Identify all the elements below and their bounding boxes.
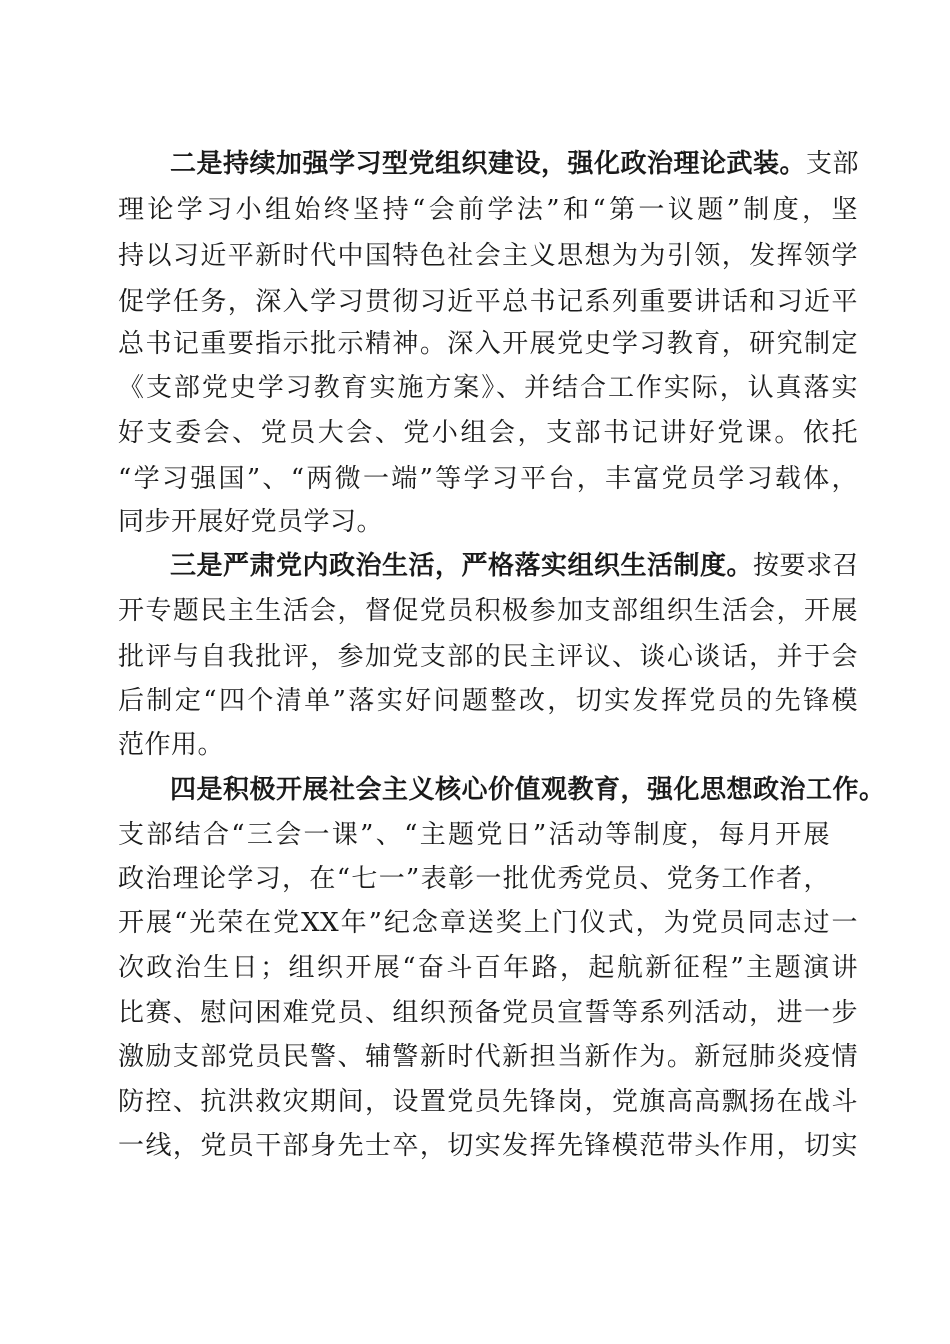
paragraph-2-line-2: 开专题民主生活会，督促党员积极参加支部组织生活会，开展: [118, 596, 858, 626]
paragraph-3-line-5: 次政治生日；组织开展“奋斗百年路，起航新征程”主题演讲: [118, 953, 858, 983]
paragraph-1-line-1: [170, 147, 858, 181]
paragraph-1-line-6: 《支部党史学习教育实施方案》、并结合工作实际，认真落实: [118, 373, 858, 403]
paragraph-2-line-1: [170, 549, 858, 583]
paragraph-3-lead: 四是积极开展社会主义核心价值观教育，强化思想政治工作。: [170, 775, 886, 805]
paragraph-3-line-8: 防控、抗洪救灾期间，设置党员先锋岗，党旗高高飘扬在战斗: [118, 1087, 858, 1117]
paragraph-1-line-7: 好支委会、党员大会、党小组会，支部书记讲好党课。依托: [118, 418, 858, 448]
paragraph-2-line-3: 批评与自我批评，参加党支部的民主评议、谈心谈话，并于会: [118, 642, 858, 672]
paragraph-1-line-9: 同步开展好党员学习。: [118, 507, 384, 537]
paragraph-1-text: 支部: [806, 149, 860, 179]
paragraph-3-line-6: 比赛、慰问困难党员、组织预备党员宣誓等系列活动，进一步: [118, 998, 858, 1028]
paragraph-2-lead: 三是严肃党内政治生活，严格落实组织生活制度。: [170, 551, 754, 581]
paragraph-3-line-4: 开展“光荣在党XX年”纪念章送奖上门仪式，为党员同志过一: [118, 908, 858, 938]
paragraph-1-line-3: 持以习近平新时代中国特色社会主义思想为为引领，发挥领学: [118, 241, 858, 271]
paragraph-3-line-2: 支部结合“三会一课”、“主题党日”活动等制度，每月开展: [118, 820, 830, 850]
paragraph-3-line-1: [170, 773, 886, 807]
paragraph-1-line-4: 促学任务，深入学习贯彻习近平总书记系列重要讲话和习近平: [118, 287, 858, 317]
paragraph-3-line-3: 政治理论学习，在“七一”表彰一批优秀党员、党务工作者，: [118, 864, 830, 894]
paragraph-1-line-2: 理论学习小组始终坚持“会前学法”和“第一议题”制度，坚: [118, 195, 858, 225]
paragraph-2-line-4: 后制定“四个清单”落实好问题整改，切实发挥党员的先锋模: [118, 686, 858, 716]
paragraph-3-line-7: 激励支部党员民警、辅警新时代新担当新作为。新冠肺炎疫情: [118, 1042, 858, 1072]
paragraph-1-line-8: “学习强国”、“两微一端”等学习平台，丰富党员学习载体，: [118, 464, 858, 494]
paragraph-1-lead: 二是持续加强学习型党组织建设，强化政治理论武装。: [170, 149, 807, 179]
paragraph-2-text: 按要求召: [753, 551, 860, 581]
paragraph-1-line-5: 总书记重要指示批示精神。深入开展党史学习教育，研究制定: [118, 329, 858, 359]
paragraph-2-line-5: 范作用。: [118, 730, 225, 760]
paragraph-3-line-9: 一线，党员干部身先士卒，切实发挥先锋模范带头作用，切实: [118, 1131, 858, 1161]
